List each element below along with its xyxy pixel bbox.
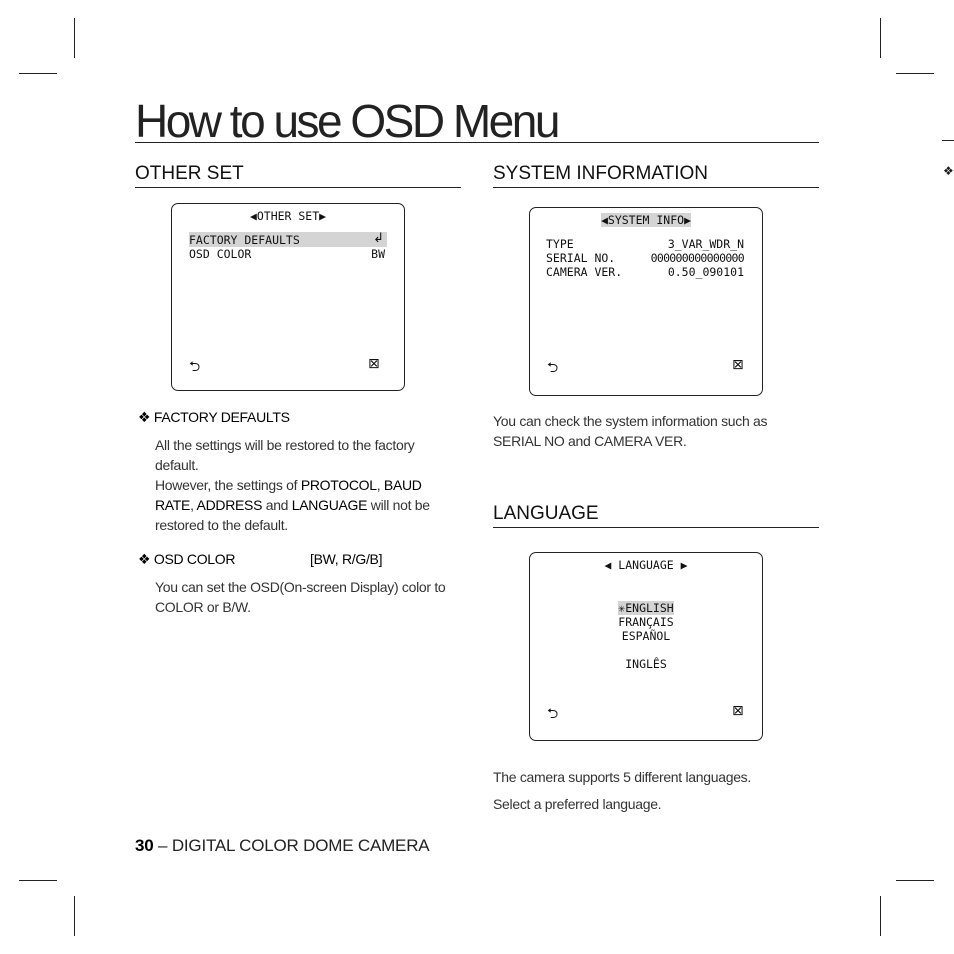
osd-header-label: SYSTEM INFO <box>607 213 685 227</box>
text-run: However, the settings of <box>155 477 301 493</box>
left-arrow-icon: ◀ <box>604 558 612 572</box>
osd-header-box <box>601 213 691 227</box>
crop-mark <box>19 880 57 881</box>
back-icon: ⮌ <box>547 706 559 722</box>
left-arrow-icon: ◀ <box>600 213 608 227</box>
crop-mark <box>880 896 881 936</box>
diamond-bullet-icon: ❖ <box>138 551 151 567</box>
crop-mark <box>19 73 57 74</box>
osd-row-value: 0.50_090101 <box>667 265 744 279</box>
exit-icon: ⊠ <box>732 703 744 719</box>
text-run: , <box>376 477 384 493</box>
language-option-espanol: ESPAÑOL <box>621 629 671 643</box>
selected-option-box <box>618 601 673 615</box>
right-arrow-icon: ▶ <box>319 209 327 223</box>
page-title: How to use OSD Menu <box>135 96 819 143</box>
osd-header-label: OTHER SET <box>256 209 320 223</box>
osd-row-value: 000000000000000 <box>650 251 744 265</box>
osd-screen-language <box>529 552 763 741</box>
crop-mark <box>880 18 881 58</box>
crop-mark <box>74 18 75 58</box>
language-option-ingles: INGLÊS <box>625 657 667 671</box>
text-line <box>155 475 465 495</box>
osd-row-value: BW <box>371 247 385 261</box>
osd-row-label: CAMERA VER. <box>546 265 623 279</box>
text-run: and <box>262 497 292 513</box>
text-run: , <box>190 497 197 513</box>
page-number: 30 <box>135 836 154 855</box>
text-strong: PROTOCOL <box>300 477 377 493</box>
side-tab-line <box>942 140 954 141</box>
bullet-factory-defaults <box>138 409 290 426</box>
section-title-system-information: SYSTEM INFORMATION <box>493 163 819 188</box>
osd-row-label: TYPE <box>546 237 574 251</box>
osd-header-label: LANGUAGE <box>618 558 674 572</box>
osd-color-description <box>155 577 465 617</box>
language-description <box>493 767 823 814</box>
text-line: All the settings will be restored to the factory <box>155 437 415 453</box>
footer-text: – DIGITAL COLOR DOME CAMERA <box>153 836 430 855</box>
osd-row-factory-defaults <box>189 232 387 247</box>
right-arrow-icon: ▶ <box>684 213 692 227</box>
bullet-osd-color <box>138 551 235 568</box>
osd-screen-other-set <box>171 203 405 391</box>
exit-icon: ⊠ <box>732 357 744 373</box>
left-arrow-icon: ◀ <box>249 209 257 223</box>
text-strong: ADDRESS <box>196 497 263 513</box>
osd-header <box>530 213 762 227</box>
text-line: COLOR or B/W. <box>155 599 251 615</box>
section-title-other-set: OTHER SET <box>135 163 461 188</box>
exit-icon: ⊠ <box>368 356 380 372</box>
factory-defaults-description <box>155 435 465 535</box>
back-icon: ⮌ <box>189 359 201 375</box>
bullet-title: OSD COLOR <box>153 551 236 567</box>
language-option-francais: FRANÇAIS <box>618 615 674 629</box>
diamond-bullet-icon: ❖ <box>138 409 151 425</box>
section-title-language: LANGUAGE <box>493 503 819 528</box>
enter-icon: ↲ <box>373 231 384 246</box>
text-strong: RATE <box>155 497 191 513</box>
system-info-description <box>493 411 823 451</box>
bullet-title: FACTORY DEFAULTS <box>153 409 290 425</box>
crop-mark <box>896 880 934 881</box>
text-line <box>155 495 465 515</box>
page-footer <box>135 836 429 856</box>
language-option-label: ENGLISH <box>625 601 674 615</box>
text-line: default. <box>155 457 199 473</box>
osd-header <box>172 209 404 223</box>
text-line: You can check the system information such as <box>493 413 768 429</box>
back-icon: ⮌ <box>547 360 559 376</box>
osd-color-options: [BW, R/G/B] <box>310 551 383 567</box>
selected-star-icon: ✳ <box>618 601 626 615</box>
text-strong: BAUD <box>383 477 422 493</box>
osd-header <box>530 558 762 572</box>
text-line: The camera supports 5 different languages. <box>493 769 751 785</box>
text-line: Select a preferred language. <box>493 796 662 812</box>
osd-row-value: 3_VAR_WDR_N <box>667 237 744 251</box>
osd-row-label: FACTORY DEFAULTS <box>189 233 300 247</box>
osd-row-label: SERIAL NO. <box>546 251 616 265</box>
osd-row-label: OSD COLOR <box>189 247 252 261</box>
language-option-english <box>530 601 762 615</box>
side-diamond-icon: ❖ <box>943 164 954 178</box>
osd-screen-system-info <box>529 207 763 396</box>
text-line: SERIAL NO and CAMERA VER. <box>493 433 687 449</box>
right-arrow-icon: ▶ <box>680 558 688 572</box>
text-strong: LANGUAGE <box>291 497 368 513</box>
text-line: You can set the OSD(On-screen Display) color to <box>155 579 446 595</box>
text-line: restored to the default. <box>155 517 288 533</box>
text-run: will not be <box>367 497 430 513</box>
crop-mark <box>74 896 75 936</box>
crop-mark <box>896 73 934 74</box>
